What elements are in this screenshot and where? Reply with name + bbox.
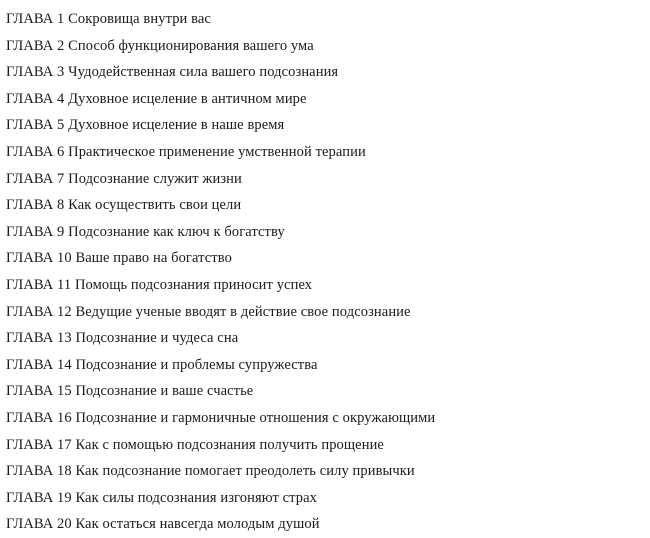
toc-entry: ГЛАВА 8 Как осуществить свои цели [6,197,242,214]
toc-entry: ГЛАВА 15 Подсознание и ваше счастье [6,383,254,400]
toc-entry: ГЛАВА 14 Подсознание и проблемы супружества [6,356,318,373]
toc-entry: ГЛАВА 10 Ваше право на богатство [6,250,232,267]
toc-entry: ГЛАВА 20 Как остаться навсегда молодым душой [6,516,320,533]
toc-entry: ГЛАВА 11 Помощь подсознания приносит успех [6,276,313,293]
toc-entry: ГЛАВА 3 Чудодейственная сила вашего подсознания [6,64,339,81]
toc-entry: ГЛАВА 17 Как с помощью подсознания получить прощение [6,436,384,453]
toc-entry: ГЛАВА 16 Подсознание и гармоничные отношения с окружающими [6,409,436,426]
toc-entry: ГЛАВА 5 Духовное исцеление в наше время [6,117,285,134]
toc-entry: ГЛАВА 7 Подсознание служит жизни [6,170,242,187]
toc-entry: ГЛАВА 19 Как силы подсознания изгоняют страх [6,489,317,506]
toc-entry: ГЛАВА 1 Сокровища внутри вас [6,11,211,27]
toc-entry: ГЛАВА 13 Подсознание и чудеса сна [6,330,239,347]
toc-entry: ГЛАВА 2 Способ функционирования вашего ума [6,37,314,54]
toc-entry: ГЛАВА 12 Ведущие ученые вводят в действие свое подсознание [6,303,411,320]
toc-entry: ГЛАВА 9 Подсознание как ключ к богатству [6,223,285,240]
toc-entry: ГЛАВА 18 Как подсознание помогает преодолеть силу привычки [6,463,415,480]
toc-entry: ГЛАВА 4 Духовное исцеление в античном мире [6,90,307,107]
toc-entry: ГЛАВА 6 Практическое применение умственной терапии [6,143,366,160]
